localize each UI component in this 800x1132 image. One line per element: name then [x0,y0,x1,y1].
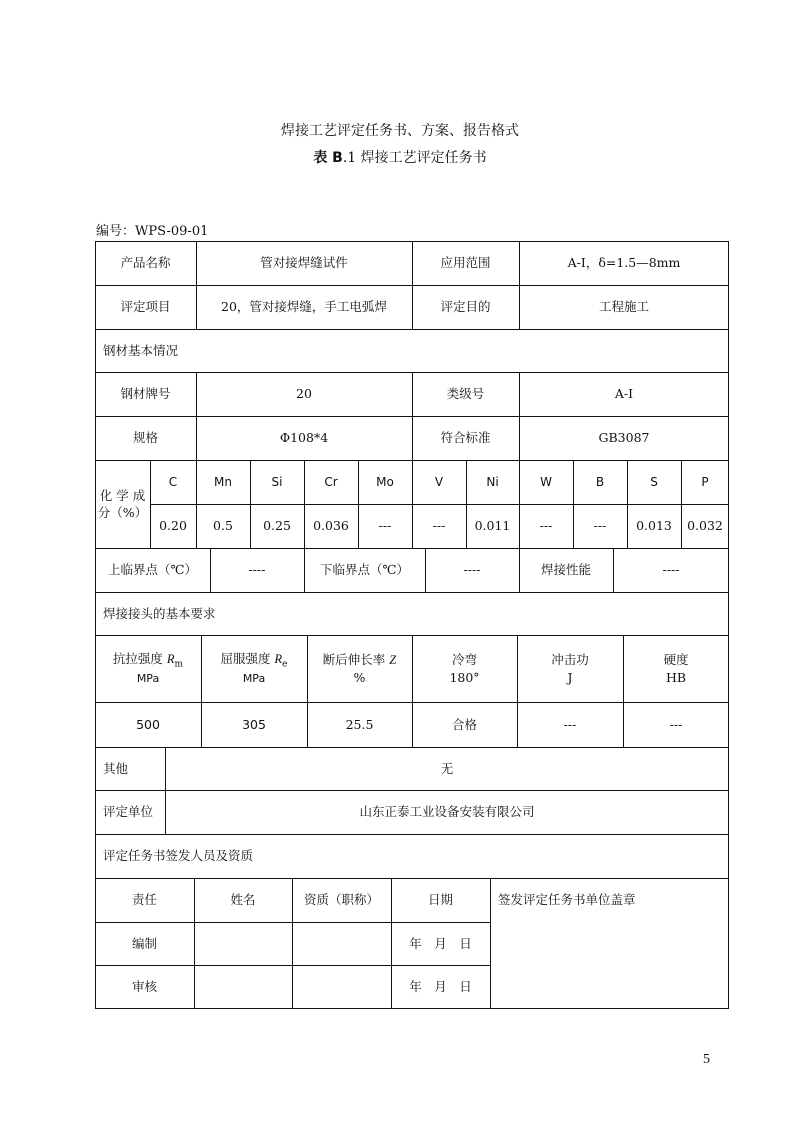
yield-symbol: R [274,652,283,667]
purpose-label: 评定目的 [440,299,491,315]
table-title-prefix: 表 B [313,150,343,166]
review-name-field[interactable] [194,965,292,1008]
chem-label-line2: 分（%） [97,505,148,520]
lower-critical-label: 下临界点（℃） [320,562,409,578]
product-name-label: 产品名称 [120,255,171,271]
table-title [0,147,800,167]
compile-name-field[interactable] [194,922,292,965]
chem-value-mn: 0.5 [213,518,233,534]
scope-label: 应用范围 [440,255,491,271]
impact-value: --- [563,716,577,732]
col-date-header: 日期 [427,892,453,908]
grade-label: 钢材牌号 [120,386,171,402]
review-date-field[interactable]: 年 月 日 [409,978,472,994]
hardness-unit: HB [665,669,687,685]
tensile-header [95,635,201,702]
spec-label: 规格 [132,430,158,446]
tensile-symbol: R [166,652,175,667]
chem-value-c: 0.20 [159,518,187,534]
class-value: A-Ⅰ [614,386,634,402]
chem-label-line1: 化 学 成 [99,487,146,503]
elongation-label: 断后伸长率 [322,651,386,667]
item-label: 评定项目 [120,299,171,315]
chem-value-s: 0.013 [636,518,672,534]
chem-value-w: --- [539,518,553,534]
chem-element-mn: Mn [214,474,232,489]
chem-element-v: V [434,474,444,489]
purpose-value: 工程施工 [598,299,649,315]
hardness-header [623,635,729,702]
chem-value-ni: 0.011 [474,518,511,534]
chem-element-mo: Mo [376,474,394,489]
upper-critical-value: ---- [248,562,266,578]
item-value: 20，管对接焊缝，手工电弧焊 [221,299,387,315]
chem-element-b: B [595,474,605,489]
review-qualification-field[interactable] [292,965,391,1008]
compile-qualification-field[interactable] [292,922,391,965]
class-label: 类级号 [446,386,485,402]
product-name-value: 管对接焊缝试件 [260,255,348,271]
document-number: 编号：WPS-09-01 [96,224,209,239]
joint-section-heading: 焊接接头的基本要求 [103,605,216,621]
col-role-header: 责任 [131,892,157,908]
col-qualification-header: 资质（职称） [303,892,379,908]
bend-header [412,635,517,702]
hardness-value: --- [669,716,683,732]
chem-element-cr: Cr [324,474,338,489]
other-value: 无 [440,760,454,776]
standard-label: 符合标准 [440,430,491,446]
tensile-value: 500 [136,716,160,732]
unit-label: 评定单位 [103,804,154,820]
steel-section-heading: 钢材基本情况 [103,342,179,358]
weldability-value: ---- [662,562,680,578]
document-heading: 焊接工艺评定任务书、方案、报告格式 [281,123,519,139]
yield-unit: MPa [242,672,266,686]
chem-element-c: C [168,474,178,489]
chem-element-p: P [701,474,709,489]
lower-critical-value: ---- [463,562,481,578]
role-compile: 编制 [131,935,157,951]
tensile-unit: MPa [136,672,160,686]
weldability-label: 焊接性能 [540,562,591,578]
chem-value-b: --- [593,518,607,534]
standard-value: GB3087 [598,430,650,446]
yield-value: 305 [242,716,266,732]
chem-element-si: Si [271,474,283,489]
chem-element-ni: Ni [486,474,499,489]
hardness-label: 硬度 [663,652,689,667]
chem-value-cr: 0.036 [313,518,349,534]
yield-label: 屈服强度 [220,651,271,667]
chem-element-w: W [540,474,552,489]
table-title-rest: .1 焊接工艺评定任务书 [342,150,487,166]
col-name-header: 姓名 [230,892,256,908]
chem-value-mo: --- [378,518,392,534]
bend-label: 冷弯 [451,652,477,667]
impact-header [517,635,623,702]
unit-value: 山东正泰工业设备安装有限公司 [359,804,535,820]
scope-value: A-Ⅰ，δ=1.5—8mm [567,255,681,271]
impact-unit: J [567,669,573,685]
other-label: 其他 [103,760,129,776]
compile-date-field[interactable]: 年 月 日 [409,935,472,951]
chem-value-v: --- [432,518,446,534]
tensile-subscript: m [174,659,184,670]
stamp-header: 签发评定任务书单位盖章 [498,892,636,908]
bend-unit: 180° [449,669,480,685]
tensile-label: 抗拉强度 [112,651,163,667]
sign-section-heading: 评定任务书签发人员及资质 [103,848,254,864]
elongation-value: 25.5 [345,716,374,732]
yield-header [201,635,307,702]
chem-value-p: 0.032 [687,518,723,534]
impact-label: 冲击功 [551,652,589,667]
grade-value: 20 [296,386,312,402]
yield-subscript: e [282,659,288,670]
page-number: 5 [703,1052,710,1067]
elongation-unit: % [353,670,366,685]
role-review: 审核 [131,978,157,994]
upper-critical-label: 上临界点（℃） [108,562,197,578]
bend-value: 合格 [451,716,477,732]
spec-value: Φ108*4 [279,430,329,446]
chem-label [95,460,150,548]
chem-value-si: 0.25 [263,518,291,534]
elongation-symbol: Z [389,652,397,667]
elongation-header [307,635,412,702]
chem-element-s: S [650,474,658,489]
